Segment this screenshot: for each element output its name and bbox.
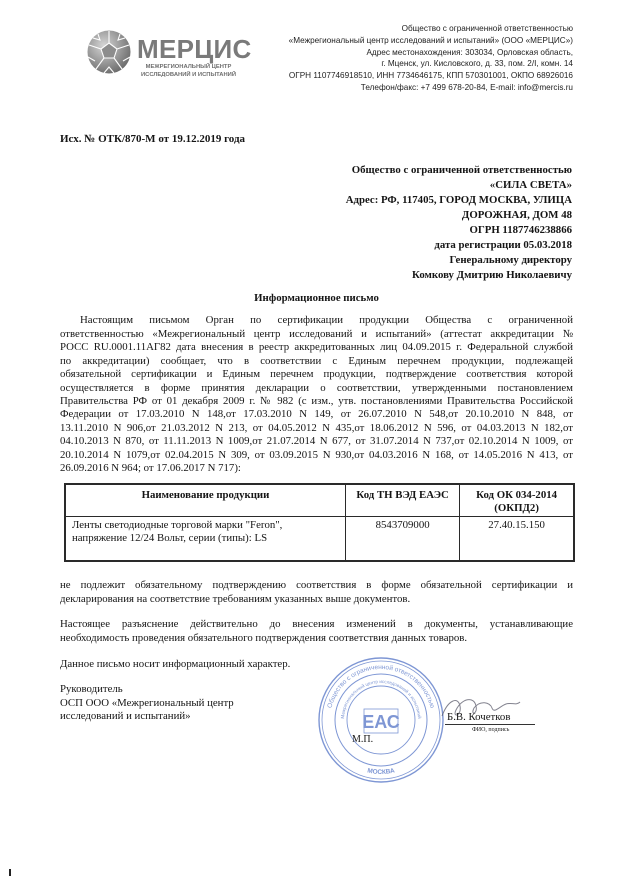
body-line: 26.09.2016 N 964; от 17.06.2017 N 717): — [60, 462, 241, 475]
seal-eac-mark: ЕАС — [362, 712, 400, 732]
company-details — [289, 23, 573, 94]
addressee-line: Общество с ограниченной ответственностью — [351, 163, 572, 176]
signatory-position-line: ОСП ООО «Межрегиональный центр — [60, 696, 234, 709]
product-name-cell — [65, 517, 346, 561]
addressee-line: «СИЛА СВЕТА» — [489, 178, 572, 191]
company-address-line: Адрес местонахождения: 303034, Орловская область, — [366, 47, 573, 57]
body-line: РОСС RU.0001.11АГ82 дата внесения в реестр аккредитованных лиц 04.09.2015 г. Федеральной службой — [60, 341, 573, 354]
table-header-row — [65, 484, 574, 517]
company-registration-line: ОГРН 1107746918510, ИНН 7734646175, КПП 570301001, ОКПО 68926016 — [288, 71, 573, 81]
seal-stamp — [316, 655, 446, 785]
signatory-position-line: Руководитель — [60, 683, 123, 695]
sphere-logo-icon — [87, 30, 131, 74]
addressee-line: дата регистрации 05.03.2018 — [434, 238, 572, 251]
signature-line — [445, 724, 535, 725]
signatory-position-line: исследований и испытаний» — [60, 710, 191, 722]
addressee-line: Комкову Дмитрию Николаевичу — [412, 268, 572, 281]
signatory-position — [60, 683, 234, 724]
body-line: Правительства РФ от 01 декабря 2009 г. № 982 (с изм., утв. постановлениями Правительства Российской — [60, 395, 573, 408]
conclusion-paragraph — [60, 578, 573, 607]
product-table — [64, 483, 575, 562]
product-name: Ленты светодиодные торговой марки "Feron", напряжение 12/24 Вольт, серии (типы): LS — [72, 518, 283, 544]
company-line: «Межрегиональный центр исследований и испытаний» (ООО «МЕРЦИС») — [288, 35, 573, 45]
informational-note: Данное письмо носит информационный характер. — [60, 657, 291, 670]
validity-paragraph — [60, 617, 573, 646]
letter-body — [60, 314, 573, 475]
body-line: Настоящим письмом Орган по сертификации продукции Общества с ограниченной — [80, 314, 573, 327]
company-contacts-line: Телефон/факс: +7 499 678-20-84, E-mail: info@mercis.ru — [360, 82, 573, 92]
seal-outer-textpath: Общество с ограниченной ответственностью — [326, 663, 436, 709]
addressee-block — [346, 163, 572, 283]
addressee-line: Генеральному директору — [449, 253, 572, 266]
validity-line: необходимость проведения обязательного подтверждения соответствия данных товаров. — [60, 632, 468, 645]
letter-title: Информационное письмо — [254, 292, 379, 304]
logo-wordmark: МЕРЦИС — [137, 34, 252, 64]
addressee-line: ОГРН 1187746238866 — [469, 223, 572, 236]
logo-subtitle-line: ИССЛЕДОВАНИЙ И ИСПЫТАНИЙ — [140, 71, 237, 78]
body-line: осуществляется в форме принятия декларации о соответствии, утвержденными постановлением — [60, 381, 573, 394]
header-product-name: Наименование продукции — [65, 484, 346, 517]
body-line: 20.10.2014 N 1079,от 02.04.2015 N 309, от 03.09.2015 N 930,от 04.03.2016 N 168, от 14.05.2016 N 413, от — [60, 448, 573, 461]
company-address-line: г. Мценск, ул. Кисловского, д. 33, пом. 2/I, комн. 14 — [381, 59, 573, 69]
logo-subtitle-line: МЕЖРЕГИОНАЛЬНЫЙ ЦЕНТР — [145, 64, 232, 71]
okpd2-cell: 27.40.15.150 — [460, 517, 574, 561]
conclusion-line: не подлежит обязательному подтверждению соответствия в форме обязательной сертификации и — [60, 578, 573, 591]
company-line: Общество с ограниченной ответственностью — [401, 24, 573, 33]
body-line: 04.10.2013 N 870, от 11.11.2013 N 1009,от 21.07.2014 N 677, от 31.07.2014 N 737,от 02.10.2014 N 1009, от — [60, 435, 573, 448]
header-okpd2-code: Код ОК 034-2014 (ОКПД2) — [460, 484, 574, 517]
logo-subtitle — [137, 64, 240, 79]
seal-inner-textpath: Межрегиональный центр исследований и испытаний — [339, 678, 422, 719]
scan-mark — [9, 869, 11, 876]
seal-bottom-text — [367, 767, 396, 776]
signatory-name: Б.В. Кочетков — [447, 711, 511, 723]
signature-caption: ФИО, подпись — [472, 727, 510, 733]
body-line: 13.11.2010 N 906,от 21.03.2012 N 213, от 04.05.2012 N 435,от 18.06.2012 N 596, от 04.03.2013 N 182,от — [60, 421, 573, 434]
table-row — [65, 517, 574, 561]
body-line: ответственностью «Межрегиональный центр исследований и испытаний» (аттестат аккредитации № — [60, 327, 573, 340]
stamp-place-label: М.П. — [352, 734, 374, 745]
header-tn-ved-code: Код ТН ВЭД ЕАЭС — [346, 484, 460, 517]
seal-bottom-textpath: МОСКВА — [366, 767, 396, 777]
tn-ved-cell: 8543709000 — [346, 517, 460, 561]
conclusion-line: декларирования на соответствие требованиям указанных выше документов. — [60, 593, 411, 606]
addressee-line: Адрес: РФ, 117405, ГОРОД МОСКВА, УЛИЦА — [345, 193, 572, 206]
validity-line: Настоящее разъяснение действительно до внесения изменений в документы, устанавливающие — [60, 617, 573, 630]
body-line: по аккредитации) сообщает, что в соответствии с Единым перечнем продукции, подлежащей — [60, 354, 573, 367]
outgoing-reference: Исх. № ОТК/870-М от 19.12.2019 года — [60, 133, 246, 145]
body-line: Федерации от 17.03.2010 N 148,от 17.03.2010 N 149, от 26.07.2010 N 548,от 20.10.2010 N 848, от — [60, 408, 573, 421]
addressee-line: ДОРОЖНАЯ, ДОМ 48 — [461, 208, 572, 221]
body-line: обязательной сертификации и Единым перечнем продукции, подтверждение соответствия которой — [60, 368, 573, 381]
